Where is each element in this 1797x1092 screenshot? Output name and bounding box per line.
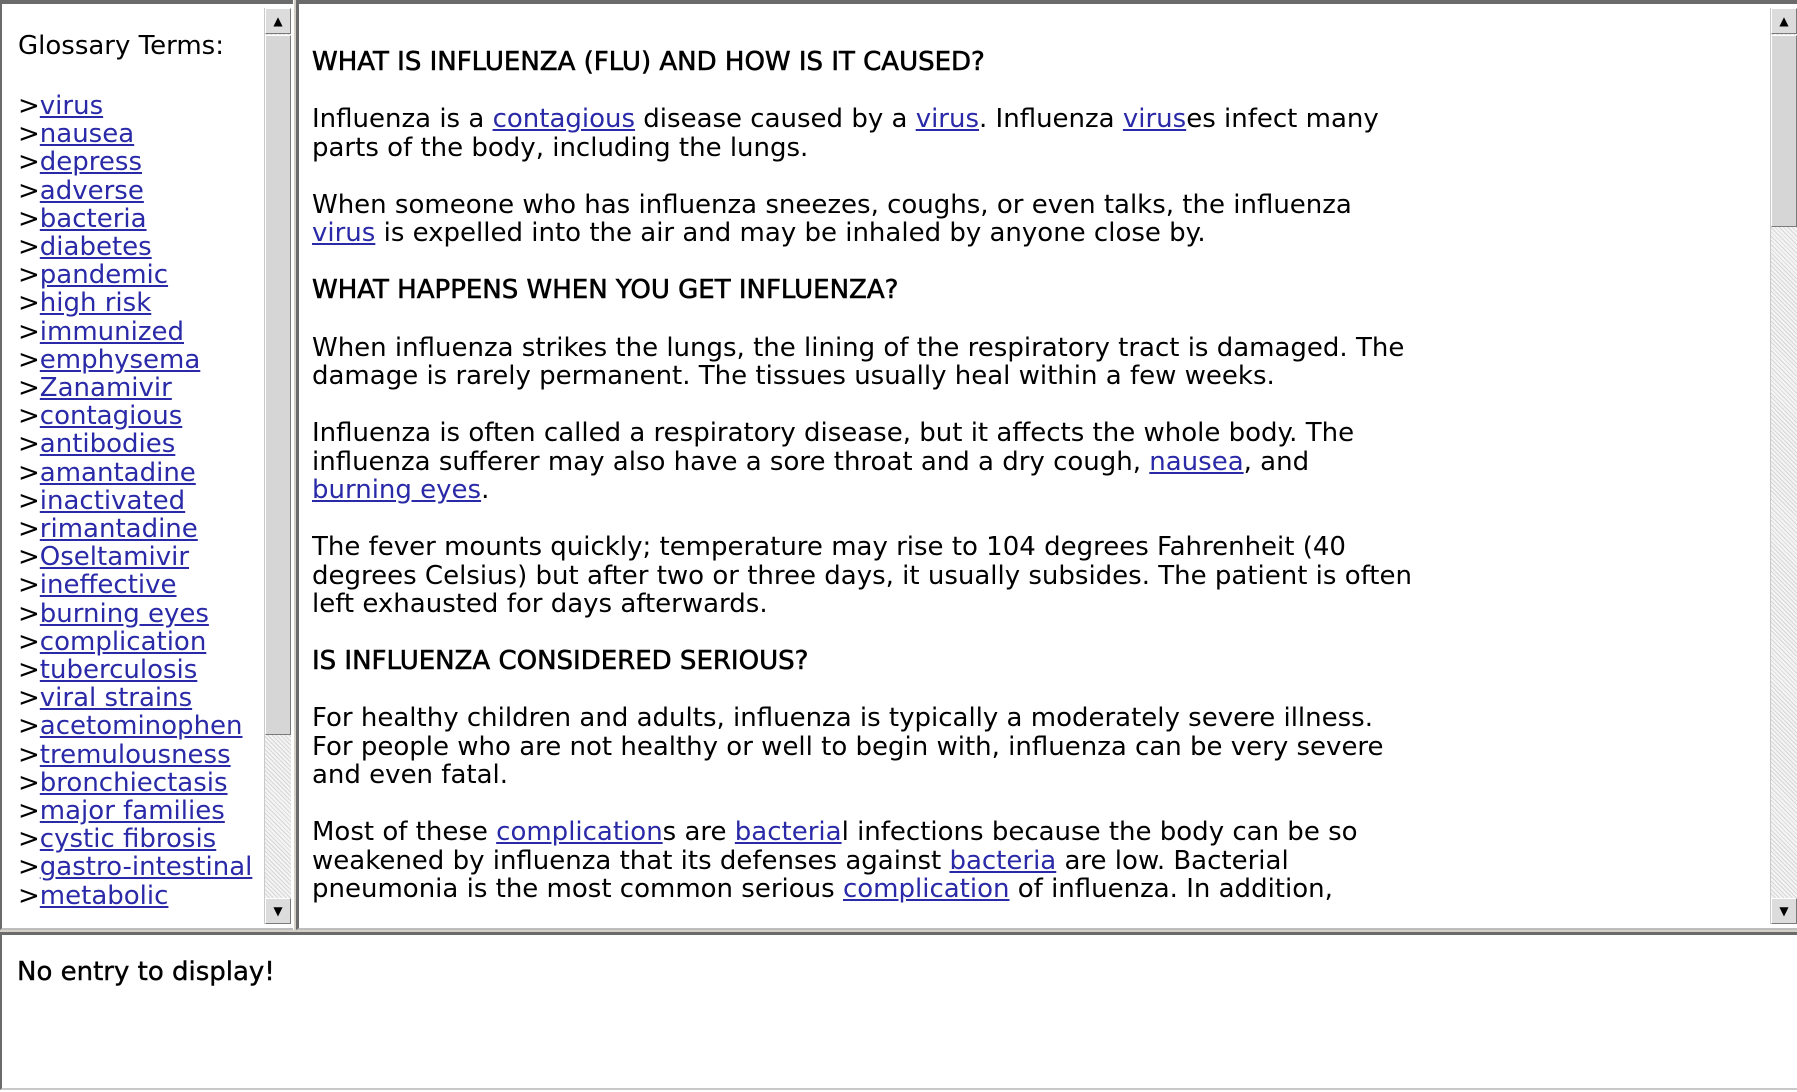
scroll-down-arrow-icon[interactable]: ▼ bbox=[1771, 898, 1797, 924]
glossary-item bbox=[18, 430, 258, 458]
glossary-item bbox=[18, 205, 258, 233]
article-scrollbar[interactable] bbox=[1770, 8, 1797, 924]
text-run: The fever mounts quickly; temperature may rise to 104 degrees Fahrenheit (40 degrees Celsius) but after two or three days, it usually subsides. The patient is often left exhausted for days afterwards. bbox=[312, 532, 1412, 619]
glossary-inline-link[interactable]: virus bbox=[312, 218, 376, 249]
glossary-item bbox=[18, 769, 258, 797]
paragraph bbox=[312, 105, 1412, 162]
paragraph bbox=[312, 191, 1412, 248]
text-run: For healthy children and adults, influenza is typically a moderately severe illness. For people who are not healthy or well to begin with, influenza can be very severe and even fatal. bbox=[312, 703, 1384, 791]
text-run: . Influenza bbox=[979, 104, 1123, 135]
glossary-item-prefix: > bbox=[18, 598, 40, 629]
glossary-term-link[interactable]: cystic fibrosis bbox=[39, 824, 217, 855]
glossary-item-prefix: > bbox=[18, 401, 40, 432]
text-run: , and bbox=[1243, 446, 1310, 477]
glossary-item bbox=[18, 684, 258, 712]
glossary-term-link[interactable]: metabolic bbox=[39, 880, 169, 911]
glossary-term-link[interactable]: adverse bbox=[39, 175, 144, 206]
glossary-term-link[interactable]: bronchiectasis bbox=[39, 767, 228, 798]
glossary-term-link[interactable]: high risk bbox=[39, 288, 152, 319]
glossary-item bbox=[18, 148, 258, 176]
glossary-item bbox=[18, 459, 258, 487]
glossary-list-container bbox=[18, 26, 258, 921]
glossary-item-prefix: > bbox=[18, 852, 40, 883]
glossary-item-prefix: > bbox=[18, 514, 40, 545]
glossary-item-prefix: > bbox=[18, 485, 40, 516]
glossary-title: Glossary Terms: bbox=[18, 31, 224, 61]
glossary-item bbox=[18, 853, 258, 881]
glossary-item bbox=[18, 374, 258, 402]
text-run: disease caused by a bbox=[635, 104, 916, 135]
glossary-term-link[interactable]: Oseltamivir bbox=[39, 542, 190, 573]
glossary-item bbox=[18, 628, 258, 656]
glossary-item bbox=[18, 261, 258, 289]
glossary-item-prefix: > bbox=[18, 739, 40, 770]
glossary-inline-link[interactable]: bacteria bbox=[734, 817, 842, 848]
glossary-term-link[interactable]: depress bbox=[39, 147, 143, 178]
glossary-item bbox=[18, 402, 258, 430]
glossary-item-prefix: > bbox=[18, 232, 40, 263]
paragraph bbox=[312, 334, 1412, 391]
paragraph bbox=[312, 419, 1412, 504]
text-run: are low. Bacterial pneumonia is the most common serious bbox=[312, 845, 1289, 904]
glossary-item-prefix: > bbox=[18, 373, 40, 404]
glossary-item-prefix: > bbox=[18, 570, 40, 601]
glossary-frame bbox=[0, 0, 293, 930]
glossary-item-prefix: > bbox=[18, 683, 40, 714]
glossary-item-prefix: > bbox=[18, 203, 40, 234]
glossary-term-link[interactable]: major families bbox=[39, 796, 225, 827]
glossary-item-prefix: > bbox=[18, 91, 40, 121]
glossary-item bbox=[18, 487, 258, 515]
glossary-term-link[interactable]: diabetes bbox=[39, 232, 152, 263]
glossary-term-link[interactable]: emphysema bbox=[39, 344, 201, 375]
glossary-item-prefix: > bbox=[18, 344, 40, 375]
glossary-scrollbar[interactable] bbox=[264, 8, 291, 924]
article-frame bbox=[296, 0, 1797, 930]
glossary-item bbox=[18, 741, 258, 769]
text-run: Influenza is often called a respiratory disease, but it affects the whole body. The influenza sufferer may also have a sore throat and a dry cough, bbox=[312, 418, 1355, 477]
glossary-item bbox=[18, 515, 258, 543]
text-run: s are bbox=[662, 817, 735, 848]
glossary-term-link[interactable]: nausea bbox=[39, 119, 135, 150]
glossary-item-prefix: > bbox=[18, 260, 40, 291]
glossary-item bbox=[18, 289, 258, 317]
glossary-term-link[interactable]: inactivated bbox=[39, 485, 186, 516]
glossary-term-link[interactable]: contagious bbox=[39, 401, 183, 432]
glossary-item-prefix: > bbox=[18, 655, 40, 686]
glossary-term-link[interactable]: burning eyes bbox=[39, 598, 209, 629]
glossary-term-link[interactable]: rimantadine bbox=[39, 514, 198, 545]
glossary-item bbox=[18, 177, 258, 205]
glossary-item bbox=[18, 233, 258, 261]
glossary-item bbox=[18, 120, 258, 148]
text-run: When someone who has influenza sneezes, coughs, or even talks, the influenza bbox=[312, 189, 1352, 220]
glossary-item bbox=[18, 571, 258, 599]
paragraph bbox=[312, 704, 1412, 789]
text-run: es infect many parts of the body, including the lungs. bbox=[312, 104, 1379, 163]
glossary-term-link[interactable]: gastro-intestinal bbox=[39, 852, 253, 883]
glossary-item bbox=[18, 318, 258, 346]
glossary-term-link[interactable]: virus bbox=[39, 91, 104, 121]
definition-text: No entry to display! bbox=[17, 957, 275, 987]
glossary-inline-link[interactable]: nausea bbox=[1149, 446, 1244, 477]
glossary-item-prefix: > bbox=[18, 119, 40, 150]
glossary-term-link[interactable]: Zanamivir bbox=[39, 373, 172, 404]
glossary-term-link[interactable]: complication bbox=[39, 626, 207, 657]
paragraph bbox=[312, 533, 1412, 618]
text-run: of influenza. In addition, bbox=[1009, 873, 1333, 904]
glossary-term-link[interactable]: viral strains bbox=[39, 683, 193, 714]
glossary-item bbox=[18, 543, 258, 571]
scroll-up-arrow-icon[interactable]: ▲ bbox=[1771, 8, 1797, 34]
definition-frame bbox=[0, 932, 1797, 1090]
glossary-item-prefix: > bbox=[18, 626, 40, 657]
text-run: Influenza is a bbox=[312, 104, 493, 135]
glossary-inline-link[interactable]: complication bbox=[842, 873, 1010, 904]
glossary-item-prefix: > bbox=[18, 147, 40, 178]
paragraph bbox=[312, 818, 1412, 903]
section-heading: IS INFLUENZA CONSIDERED SERIOUS? bbox=[312, 646, 809, 677]
glossary-item-prefix: > bbox=[18, 796, 40, 827]
scroll-down-arrow-icon[interactable]: ▼ bbox=[265, 898, 291, 924]
glossary-inline-link[interactable]: bacteria bbox=[949, 845, 1057, 876]
glossary-scroll-thumb[interactable] bbox=[265, 35, 291, 735]
glossary-item-prefix: > bbox=[18, 542, 40, 573]
glossary-item-prefix: > bbox=[18, 880, 40, 911]
glossary-list bbox=[18, 92, 258, 910]
glossary-item bbox=[18, 346, 258, 374]
glossary-term-link[interactable]: amantadine bbox=[39, 457, 196, 488]
glossary-item bbox=[18, 712, 258, 740]
article-scroll-thumb[interactable] bbox=[1771, 35, 1797, 227]
article-content bbox=[312, 48, 1732, 926]
section-heading: WHAT HAPPENS WHEN YOU GET INFLUENZA? bbox=[312, 275, 899, 306]
section-heading: WHAT IS INFLUENZA (FLU) AND HOW IS IT CAUSED? bbox=[312, 48, 985, 77]
glossary-item-prefix: > bbox=[18, 429, 40, 460]
glossary-item bbox=[18, 797, 258, 825]
glossary-inline-link[interactable]: complication bbox=[496, 817, 663, 848]
glossary-term-link[interactable]: ineffective bbox=[39, 570, 177, 601]
text-run: When influenza strikes the lungs, the lining of the respiratory tract is damaged. The damage is rarely permanent. The tissues usually heal within a few weeks. bbox=[312, 332, 1405, 392]
scroll-up-arrow-icon[interactable]: ▲ bbox=[265, 8, 291, 34]
glossary-item-prefix: > bbox=[18, 457, 40, 488]
glossary-item bbox=[18, 882, 258, 910]
glossary-item bbox=[18, 825, 258, 853]
glossary-item-prefix: > bbox=[18, 316, 40, 347]
glossary-term-link[interactable]: immunized bbox=[39, 316, 185, 347]
glossary-item bbox=[18, 600, 258, 628]
glossary-item-prefix: > bbox=[18, 175, 40, 206]
text-run: l infections because the body can be so weakened by influenza that its defenses against bbox=[312, 817, 1358, 876]
glossary-inline-link[interactable]: contagious bbox=[492, 104, 636, 135]
glossary-term-link[interactable]: acetominophen bbox=[39, 711, 243, 742]
glossary-item-prefix: > bbox=[18, 767, 40, 798]
glossary-item-prefix: > bbox=[18, 824, 40, 855]
glossary-term-link[interactable]: tremulousness bbox=[39, 739, 231, 770]
glossary-item bbox=[18, 656, 258, 684]
glossary-term-link[interactable]: bacteria bbox=[39, 203, 147, 234]
glossary-term-link[interactable]: antibodies bbox=[39, 429, 176, 460]
text-run: . bbox=[481, 474, 490, 505]
glossary-item-prefix: > bbox=[18, 711, 40, 742]
glossary-term-link[interactable]: tuberculosis bbox=[39, 655, 198, 686]
text-run: Most of these bbox=[312, 817, 497, 848]
glossary-inline-link[interactable]: burning eyes bbox=[312, 474, 482, 505]
text-run: is expelled into the air and may be inhaled by anyone close by. bbox=[375, 218, 1206, 249]
glossary-item bbox=[18, 92, 258, 120]
glossary-inline-link[interactable]: virus bbox=[915, 104, 980, 135]
glossary-inline-link[interactable]: virus bbox=[1122, 104, 1187, 135]
glossary-term-link[interactable]: pandemic bbox=[39, 260, 169, 291]
glossary-item-prefix: > bbox=[18, 288, 40, 319]
